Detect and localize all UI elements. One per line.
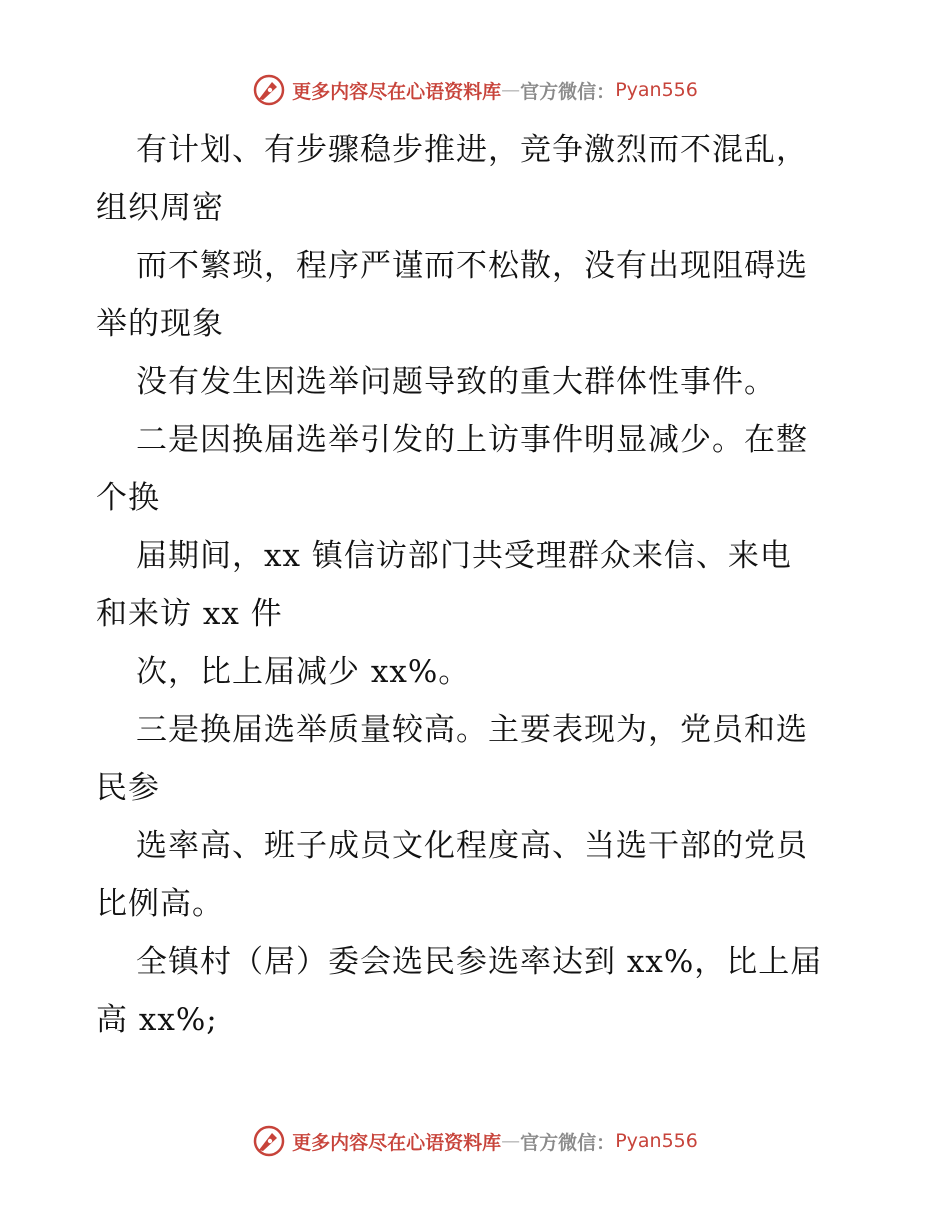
- header-banner: [0, 70, 950, 110]
- footer-wechat-handle: Pyan556: [615, 1130, 698, 1152]
- text-line: 有计划、有步骤稳步推进，竞争激烈而不混乱，: [136, 132, 808, 168]
- text-line: 二是因换届选举引发的上访事件明显减少。在整: [136, 422, 808, 458]
- text-line: 没有发生因选举问题导致的重大群体性事件。: [136, 364, 776, 400]
- footer-separator: —: [501, 1130, 521, 1152]
- text-line: 民参: [96, 770, 160, 806]
- header-official-label: 官方微信：: [520, 80, 616, 103]
- footer-banner: [0, 1121, 950, 1161]
- text-line: 选率高、班子成员文化程度高、当选干部的党员: [136, 828, 808, 864]
- text-line: 次，比上届减少 xx%。: [136, 654, 471, 690]
- document-body: [96, 121, 856, 1049]
- text-line: 高 xx%;: [96, 1002, 218, 1038]
- text-line: 举的现象: [96, 306, 224, 342]
- header-site-name: 更多内容尽在心语资料库: [292, 80, 502, 103]
- header-wechat-handle: Pyan556: [615, 79, 698, 101]
- text-line: 比例高。: [96, 886, 224, 922]
- footer-official-label: 官方微信：: [520, 1131, 616, 1154]
- pen-nib-logo-icon: [252, 1124, 286, 1158]
- text-line: 三是换届选举质量较高。主要表现为，党员和选: [136, 712, 808, 748]
- text-line: 和来访 xx 件: [96, 596, 283, 632]
- text-line: 而不繁琐，程序严谨而不松散，没有出现阻碍选: [136, 248, 808, 284]
- pen-nib-logo-icon: [252, 73, 286, 107]
- text-line: 全镇村（居）委会选民参选率达到 xx%，比上届: [136, 944, 823, 980]
- footer-site-name: 更多内容尽在心语资料库: [292, 1131, 502, 1154]
- header-separator: —: [501, 79, 521, 101]
- text-line: 组织周密: [96, 190, 224, 226]
- text-line: 届期间，xx 镇信访部门共受理群众来信、来电: [136, 538, 792, 574]
- text-line: 个换: [96, 480, 160, 516]
